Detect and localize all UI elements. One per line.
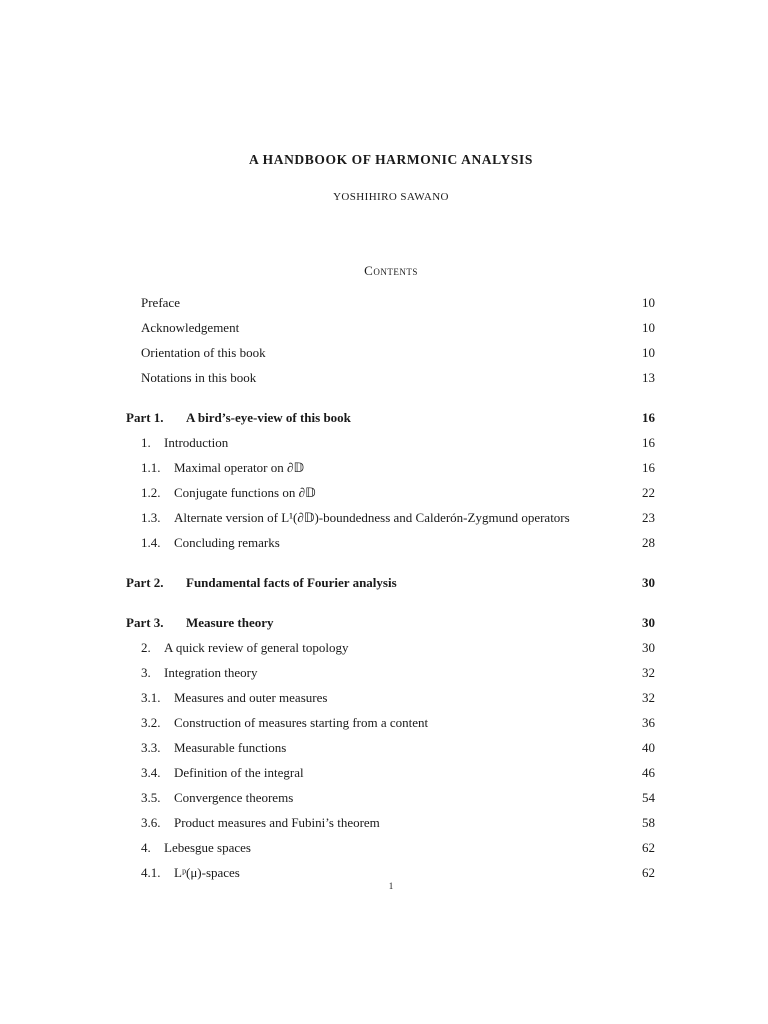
toc-entry-label: Lᵖ(μ)-spaces — [174, 865, 240, 880]
toc-entry-page: 10 — [642, 345, 655, 360]
toc-entry-number: 3.5. — [141, 790, 161, 805]
toc-entry[interactable] — [0, 484, 768, 502]
toc-entry-label: Orientation of this book — [141, 345, 266, 360]
toc-entry-page: 16 — [642, 435, 655, 450]
toc-entry[interactable] — [0, 714, 768, 732]
toc-entry-label: Introduction — [164, 435, 229, 450]
toc-entry[interactable] — [0, 814, 768, 832]
toc-entry-label: Construction of measures starting from a content — [174, 715, 429, 730]
toc-entry[interactable] — [0, 459, 768, 477]
toc-entry-page: 40 — [642, 740, 655, 755]
toc-entry[interactable] — [0, 764, 768, 782]
toc-entry-label: Acknowledgement — [141, 320, 240, 335]
toc-entry-label: Definition of the integral — [174, 765, 304, 780]
toc-entry-number: 1. — [141, 435, 151, 450]
toc-entry-page: 62 — [642, 840, 655, 855]
toc-entry[interactable] — [0, 319, 768, 337]
toc-entry-page: 13 — [642, 370, 655, 385]
toc-entry-label: A quick review of general topology — [164, 640, 349, 655]
toc-entry-number: 3.1. — [141, 690, 161, 705]
toc-entry-page: 32 — [642, 665, 655, 680]
toc-entry-page: 28 — [642, 535, 655, 550]
toc-entry[interactable] — [0, 509, 768, 527]
toc-entry-page: 22 — [642, 485, 655, 500]
contents-heading: Contents — [364, 263, 418, 278]
toc-entry-page: 46 — [642, 765, 655, 780]
toc-entry-page: 30 — [642, 615, 655, 630]
toc-entry-label: Alternate version of L¹(∂𝔻)-boundedness and Calderón-Zygmund operators — [174, 510, 570, 525]
toc-entry[interactable] — [0, 344, 768, 362]
toc-entry-number: 3. — [141, 665, 151, 680]
toc-entry-number: 4. — [141, 840, 151, 855]
toc-entry[interactable] — [0, 839, 768, 857]
toc-entry-label: A bird’s-eye-view of this book — [186, 410, 351, 425]
toc-entry-label: Measures and outer measures — [174, 690, 328, 705]
toc-entry[interactable] — [0, 294, 768, 312]
toc-entry[interactable] — [0, 369, 768, 387]
toc-entry-number: Part 1. — [126, 410, 164, 425]
toc-entry-page: 10 — [642, 295, 655, 310]
toc-entry[interactable] — [0, 789, 768, 807]
toc-entry[interactable] — [0, 664, 768, 682]
toc-entry-page: 16 — [642, 460, 655, 475]
toc-entry-number: Part 3. — [126, 615, 164, 630]
toc-entry-number: 1.2. — [141, 485, 161, 500]
toc-entry-page: 30 — [642, 575, 655, 590]
toc-entry-label: Integration theory — [164, 665, 258, 680]
toc-entry-number: 3.3. — [141, 740, 161, 755]
toc-entry[interactable] — [0, 434, 768, 452]
toc-entry-number: 4.1. — [141, 865, 161, 880]
toc-entry-label: Maximal operator on ∂𝔻 — [174, 460, 305, 475]
toc-entry-number: 1.3. — [141, 510, 161, 525]
toc-entry-label: Measurable functions — [174, 740, 287, 755]
toc-entry[interactable] — [0, 864, 768, 882]
toc-entry-label: Fundamental facts of Fourier analysis — [186, 575, 397, 590]
toc-entry-label: Product measures and Fubini’s theorem — [174, 815, 380, 830]
toc-entry-page: 62 — [642, 865, 655, 880]
toc-entry-page: 10 — [642, 320, 655, 335]
toc-entry-label: Lebesgue spaces — [164, 840, 251, 855]
toc-entry-page: 16 — [642, 410, 655, 425]
toc-entry-label: Conjugate functions on ∂𝔻 — [174, 485, 316, 500]
toc-entry-number: 3.2. — [141, 715, 161, 730]
toc-entry-number: 2. — [141, 640, 151, 655]
toc-entry-number: 3.4. — [141, 765, 161, 780]
toc-entry-number: 1.4. — [141, 535, 161, 550]
document-author: YOSHIHIRO SAWANO — [333, 191, 449, 203]
toc-entry-number: Part 2. — [126, 575, 164, 590]
toc-entry-page: 30 — [642, 640, 655, 655]
toc-part-entry[interactable] — [0, 574, 768, 592]
toc-entry-page: 23 — [642, 510, 655, 525]
toc-entry-label: Concluding remarks — [174, 535, 280, 550]
toc-entry[interactable] — [0, 739, 768, 757]
toc-entry-label: Measure theory — [186, 615, 274, 630]
toc-entry-page: 58 — [642, 815, 655, 830]
toc-entry-page: 54 — [642, 790, 655, 805]
toc-entry-label: Preface — [141, 295, 180, 310]
toc-entry-page: 36 — [642, 715, 655, 730]
toc-entry-label: Convergence theorems — [174, 790, 294, 805]
toc-entry-number: 1.1. — [141, 460, 161, 475]
toc-entry-number: 3.6. — [141, 815, 161, 830]
toc-entry[interactable] — [0, 689, 768, 707]
toc-entry-label: Notations in this book — [141, 370, 257, 385]
document-title: A HANDBOOK OF HARMONIC ANALYSIS — [249, 152, 533, 167]
toc-entry[interactable] — [0, 639, 768, 657]
page-number: 1 — [388, 881, 394, 891]
toc-entry-page: 32 — [642, 690, 655, 705]
toc-part-entry[interactable] — [0, 614, 768, 632]
toc-entry[interactable] — [0, 534, 768, 552]
toc-part-entry[interactable] — [0, 409, 768, 427]
